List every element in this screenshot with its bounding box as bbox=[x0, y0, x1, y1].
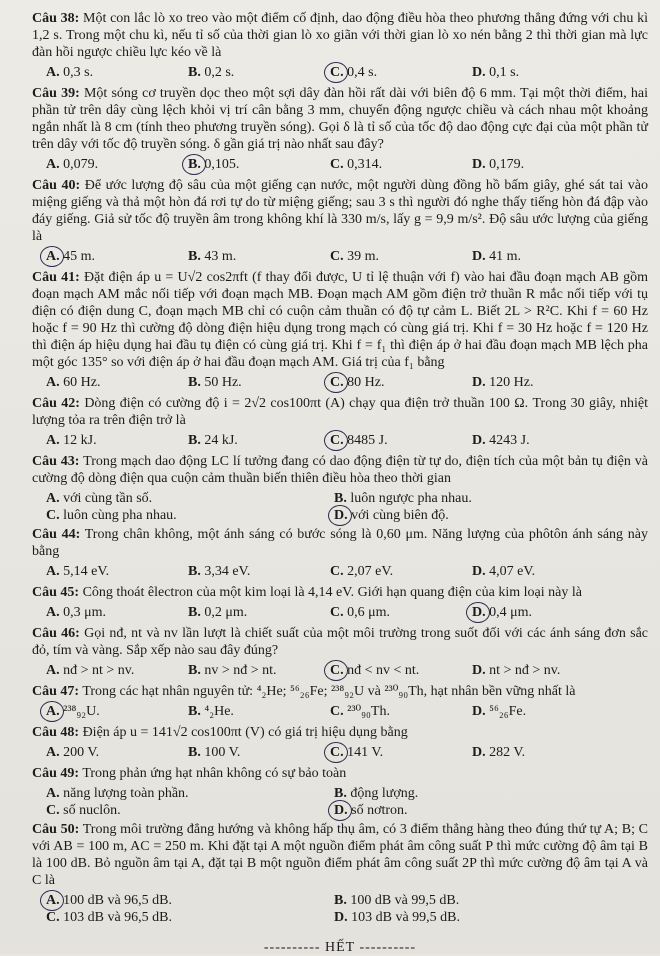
option-letter: D. bbox=[472, 564, 486, 579]
handwritten-circle-mark bbox=[40, 890, 64, 911]
option-text: 0,2 μm. bbox=[204, 605, 248, 620]
answer-option bbox=[334, 909, 622, 926]
answer-option bbox=[46, 662, 188, 679]
option-letter: B. bbox=[188, 704, 201, 719]
question-text: Để ước lượng độ sâu của một giếng cạn nước, một người dùng đồng hồ bấm giây, ghé sát tai vào miệng giếng và thả một hòn đá rơi tự do từ miệng giếng; sau 3 s thì người đó nghe thấy tiếng hòn đá đập vào đáy giếng. Giả sử tốc độ truyền âm trong không khí là 330 m/s, lấy g = 9,9 m/s². Độ sâu ước lượng của giếng là bbox=[32, 178, 649, 244]
option-letter: C. bbox=[330, 249, 344, 264]
option-letter: D. bbox=[472, 157, 486, 172]
option-text: 39 m. bbox=[347, 249, 380, 264]
option-letter: A. bbox=[46, 65, 60, 80]
answer-option bbox=[334, 892, 622, 909]
answer-option bbox=[472, 156, 614, 173]
answer-options bbox=[46, 744, 648, 761]
question-number: Câu 43: bbox=[32, 454, 80, 469]
question-number: Câu 49: bbox=[32, 766, 80, 781]
option-letter: C. bbox=[330, 564, 344, 579]
answer-option bbox=[46, 432, 188, 449]
option-letter: A. bbox=[46, 893, 60, 908]
option-letter: A. bbox=[46, 157, 60, 172]
option-letter: D. bbox=[334, 910, 348, 925]
option-text: với cùng tần số. bbox=[63, 491, 153, 506]
answer-option bbox=[330, 432, 472, 449]
answer-options bbox=[46, 563, 648, 580]
option-letter: D. bbox=[472, 249, 486, 264]
option-text: 3,34 eV. bbox=[204, 564, 251, 579]
option-letter: A. bbox=[46, 786, 60, 801]
option-text: luôn cùng pha nhau. bbox=[63, 508, 177, 523]
handwritten-circle-mark bbox=[182, 154, 206, 175]
option-letter: A. bbox=[46, 704, 60, 719]
answer-option bbox=[472, 64, 614, 81]
option-text: 50 Hz. bbox=[204, 375, 242, 390]
option-letter: A. bbox=[46, 663, 60, 678]
answer-options bbox=[46, 248, 648, 265]
answer-option bbox=[188, 374, 330, 391]
option-text: 0,314. bbox=[347, 157, 383, 172]
option-text: nv > nđ > nt. bbox=[204, 663, 277, 678]
option-text: 100 V. bbox=[204, 745, 241, 760]
option-letter: D. bbox=[472, 605, 486, 620]
answer-option bbox=[46, 785, 334, 802]
answer-option bbox=[188, 432, 330, 449]
handwritten-circle-mark bbox=[466, 602, 490, 623]
option-text: với cùng biên độ. bbox=[351, 508, 449, 523]
option-text: 41 m. bbox=[489, 249, 522, 264]
option-text: 0,105. bbox=[204, 157, 240, 172]
answer-option bbox=[334, 785, 622, 802]
question-stem bbox=[32, 724, 648, 741]
option-text: 0,1 s. bbox=[489, 65, 520, 80]
answer-option bbox=[472, 432, 614, 449]
answer-option bbox=[330, 248, 472, 265]
option-letter: C. bbox=[330, 704, 344, 719]
option-letter: D. bbox=[472, 65, 486, 80]
option-letter: B. bbox=[188, 249, 201, 264]
handwritten-circle-mark bbox=[324, 62, 348, 83]
answer-option bbox=[188, 64, 330, 81]
handwritten-circle-mark bbox=[324, 742, 348, 763]
end-marker: ---------- HẾT ---------- bbox=[263, 940, 417, 955]
option-letter: C. bbox=[330, 433, 344, 448]
option-letter: B. bbox=[188, 605, 201, 620]
option-letter: B. bbox=[334, 786, 347, 801]
answer-option bbox=[188, 744, 330, 761]
question-text: Trong môi trường đẳng hướng và không hấp thụ âm, có 3 điểm thẳng hàng theo đúng thứ tự A; B; C với AB = 100 m, AC = 250 m. Khi đặt tại A một nguồn điểm phát âm công suất P thì mức cường độ âm tại B là 100 dB. Bỏ nguồn âm tại A, đặt tại B một nguồn điểm phát âm công suất 2P thì mức cường độ âm tại A và C là bbox=[32, 822, 649, 888]
question-number: Câu 46: bbox=[32, 626, 80, 641]
answer-options bbox=[46, 490, 648, 524]
option-letter: C. bbox=[330, 157, 344, 172]
option-text: 0,2 s. bbox=[204, 65, 235, 80]
option-letter: A. bbox=[46, 375, 60, 390]
answer-options bbox=[46, 604, 648, 621]
answer-option bbox=[472, 703, 614, 720]
option-text: nt > nđ > nv. bbox=[489, 663, 561, 678]
answer-options bbox=[46, 64, 648, 81]
answer-option bbox=[334, 490, 622, 507]
option-text: nđ < nv < nt. bbox=[347, 663, 420, 678]
question-stem bbox=[32, 625, 648, 659]
option-letter: B. bbox=[188, 157, 201, 172]
option-letter: C. bbox=[330, 663, 344, 678]
answer-option bbox=[188, 248, 330, 265]
question-stem bbox=[32, 683, 648, 700]
answer-option bbox=[46, 802, 334, 819]
question-number: Câu 38: bbox=[32, 11, 80, 26]
answer-options bbox=[46, 703, 648, 720]
answer-option bbox=[46, 156, 188, 173]
option-text: 120 Hz. bbox=[489, 375, 534, 390]
question-number: Câu 50: bbox=[32, 822, 80, 837]
question-text: Một con lắc lò xo treo vào một điểm cố định, dao động điều hòa theo phương thẳng đứng với chu kì 1,2 s. Trong một chu kì, nếu tỉ số của thời gian lò xo giãn với thời gian lò xo nén bằng 2 thì thời gian mà lực đàn hồi ngược chiều lực kéo về là bbox=[32, 11, 649, 60]
option-text: ⁴₂He. bbox=[204, 704, 234, 719]
answer-option bbox=[330, 703, 472, 720]
option-letter: B. bbox=[188, 564, 201, 579]
answer-option bbox=[334, 507, 622, 524]
question-text: Trong mạch dao động LC lí tưởng đang có dao động điện từ tự do, điện tích của một bản tụ điện và cường độ dòng điện qua cuộn cảm thuần biến thiên điều hòa theo thời gian bbox=[32, 454, 649, 486]
answer-option bbox=[46, 892, 334, 909]
option-text: ²³⁰₉₀Th. bbox=[347, 704, 390, 719]
answer-options bbox=[46, 156, 648, 173]
option-letter: D. bbox=[472, 663, 486, 678]
option-letter: C. bbox=[330, 375, 344, 390]
question-number: Câu 44: bbox=[32, 527, 81, 542]
option-text: 100 dB và 99,5 dB. bbox=[350, 893, 460, 908]
option-letter: A. bbox=[46, 745, 60, 760]
question-list bbox=[32, 10, 648, 926]
answer-options bbox=[46, 785, 648, 819]
option-text: 0,4 s. bbox=[347, 65, 378, 80]
handwritten-circle-mark bbox=[324, 372, 348, 393]
handwritten-circle-mark bbox=[324, 660, 348, 681]
option-text: 103 dB và 99,5 dB. bbox=[351, 910, 461, 925]
answer-option bbox=[472, 662, 614, 679]
option-text: 100 dB và 96,5 dB. bbox=[63, 893, 173, 908]
question-stem bbox=[32, 395, 648, 429]
option-text: 8485 J. bbox=[347, 433, 388, 448]
option-letter: C. bbox=[330, 745, 344, 760]
answer-option bbox=[330, 156, 472, 173]
option-letter: B. bbox=[334, 893, 347, 908]
answer-option bbox=[46, 374, 188, 391]
question-stem bbox=[32, 584, 648, 601]
answer-option bbox=[188, 156, 330, 173]
option-letter: D. bbox=[472, 745, 486, 760]
handwritten-circle-mark bbox=[324, 430, 348, 451]
option-text: 0,6 μm. bbox=[347, 605, 391, 620]
answer-option bbox=[472, 604, 614, 621]
answer-option bbox=[46, 604, 188, 621]
question-text: Trong các hạt nhân nguyên tử: ⁴₂He; ⁵⁶₂₆Fe; ²³⁸₉₂U và ²³⁰₉₀Th, hạt nhân bền vững nhất là bbox=[82, 684, 576, 699]
question-text: Trong phản ứng hạt nhân không có sự bảo toàn bbox=[82, 766, 347, 781]
question-number: Câu 40: bbox=[32, 178, 81, 193]
option-letter: D. bbox=[472, 433, 486, 448]
option-text: 4243 J. bbox=[489, 433, 530, 448]
question-text: Điện áp u = 141√2 cos100πt (V) có giá trị hiệu dụng bằng bbox=[82, 725, 408, 740]
option-letter: A. bbox=[46, 564, 60, 579]
option-letter: D. bbox=[472, 375, 486, 390]
question-stem bbox=[32, 453, 648, 487]
option-text: 24 kJ. bbox=[204, 433, 238, 448]
answer-option bbox=[188, 703, 330, 720]
option-text: 2,07 eV. bbox=[347, 564, 394, 579]
answer-option bbox=[46, 744, 188, 761]
answer-options bbox=[46, 432, 648, 449]
option-text: 282 V. bbox=[489, 745, 526, 760]
question-text: Đặt điện áp u = U√2 cos2πft (f thay đổi được, U tỉ lệ thuận với f) vào hai đầu đoạn mạch AB gồm đoạn mạch AM mắc nối tiếp với đoạn mạch MB. Đoạn mạch AM gồm điện trở thuần R mắc nối tiếp với tụ điện có điện dung C, đoạn mạch MB chỉ có cuộn cảm thuần có độ tự cảm L. Biết 2L > R²C. Khi f = 60 Hz hoặc f = 90 Hz thì cường độ dòng điện hiệu dụng trong mạch có cùng giá trị. Khi f = 30 Hz hoặc f = 120 Hz thì điện áp hiệu dụng hai đầu tụ điện có cùng giá trị. Khi f = f₁ thì điện áp ở hai đầu đoạn mạch MB lệch pha một góc 135° so với điện áp ở hai đầu đoạn mạch AM. Giá trị của f₁ bằng bbox=[32, 270, 649, 370]
option-text: 103 dB và 96,5 dB. bbox=[63, 910, 173, 925]
answer-option bbox=[472, 563, 614, 580]
question-number: Câu 47: bbox=[32, 684, 80, 699]
question-stem bbox=[32, 765, 648, 782]
handwritten-circle-mark bbox=[328, 800, 352, 821]
option-letter: B. bbox=[188, 375, 201, 390]
option-text: 12 kJ. bbox=[63, 433, 97, 448]
question-text: Trong chân không, một ánh sáng có bước sóng là 0,60 μm. Năng lượng của phôtôn ánh sáng này bằng bbox=[32, 527, 648, 559]
answer-option bbox=[46, 64, 188, 81]
option-text: số nuclôn. bbox=[63, 803, 121, 818]
answer-option bbox=[472, 248, 614, 265]
question-number: Câu 41: bbox=[32, 270, 80, 285]
answer-options bbox=[46, 662, 648, 679]
option-text: ²³⁸₉₂U. bbox=[63, 704, 100, 719]
option-letter: D. bbox=[334, 508, 348, 523]
question-stem bbox=[32, 526, 648, 560]
option-letter: C. bbox=[330, 605, 344, 620]
answer-option bbox=[46, 248, 188, 265]
option-letter: C. bbox=[330, 65, 344, 80]
option-letter: A. bbox=[46, 605, 60, 620]
question-text: Dòng điện có cường độ i = 2√2 cos100πt (A) chạy qua điện trở thuần 100 Ω. Trong 30 giây, nhiệt lượng tỏa ra trên điện trở là bbox=[32, 396, 649, 428]
question-text: Gọi nđ, nt và nv lần lượt là chiết suất của một môi trường trong suốt đối với các ánh sáng đơn sắc đỏ, tím và vàng. Sắp xếp nào sau đây đúng? bbox=[32, 626, 648, 658]
handwritten-circle-mark bbox=[40, 701, 64, 722]
option-text: ⁵⁶₂₆Fe. bbox=[489, 704, 527, 719]
option-letter: D. bbox=[472, 704, 486, 719]
option-text: số nơtron. bbox=[351, 803, 408, 818]
answer-option bbox=[46, 909, 334, 926]
answer-option bbox=[472, 744, 614, 761]
option-text: luôn ngược pha nhau. bbox=[350, 491, 472, 506]
option-letter: A. bbox=[46, 433, 60, 448]
answer-option bbox=[46, 507, 334, 524]
option-letter: A. bbox=[46, 491, 60, 506]
answer-options bbox=[46, 374, 648, 391]
question-stem bbox=[32, 85, 648, 153]
option-text: 0,079. bbox=[63, 157, 99, 172]
answer-option bbox=[188, 563, 330, 580]
option-text: 60 Hz. bbox=[63, 375, 101, 390]
answer-option bbox=[330, 604, 472, 621]
option-letter: B. bbox=[334, 491, 347, 506]
option-text: năng lượng toàn phần. bbox=[63, 786, 189, 801]
answer-option bbox=[46, 703, 188, 720]
option-letter: C. bbox=[46, 910, 60, 925]
option-letter: C. bbox=[46, 508, 60, 523]
question-number: Câu 45: bbox=[32, 585, 80, 600]
option-text: 45 m. bbox=[63, 249, 96, 264]
answer-option bbox=[46, 490, 334, 507]
option-text: động lượng. bbox=[350, 786, 419, 801]
option-text: 0,3 μm. bbox=[63, 605, 107, 620]
option-text: 0,4 μm. bbox=[489, 605, 533, 620]
option-letter: C. bbox=[46, 803, 60, 818]
option-letter: B. bbox=[188, 745, 201, 760]
handwritten-circle-mark bbox=[328, 505, 352, 526]
option-text: 43 m. bbox=[204, 249, 237, 264]
option-text: 5,14 eV. bbox=[63, 564, 110, 579]
answer-option bbox=[46, 563, 188, 580]
option-text: nđ > nt > nv. bbox=[63, 663, 135, 678]
option-letter: B. bbox=[188, 663, 201, 678]
question-number: Câu 48: bbox=[32, 725, 80, 740]
option-text: 4,07 eV. bbox=[489, 564, 536, 579]
answer-option bbox=[188, 662, 330, 679]
handwritten-circle-mark bbox=[40, 246, 64, 267]
option-text: 80 Hz. bbox=[347, 375, 385, 390]
question-stem bbox=[32, 10, 648, 61]
option-text: 0,179. bbox=[489, 157, 525, 172]
question-stem bbox=[32, 821, 648, 889]
option-letter: B. bbox=[188, 433, 201, 448]
question-text: Công thoát êlectron của một kim loại là 4,14 eV. Giới hạn quang điện của kim loại này là bbox=[82, 585, 582, 600]
question-number: Câu 39: bbox=[32, 86, 80, 101]
option-letter: A. bbox=[46, 249, 60, 264]
answer-options bbox=[46, 892, 648, 926]
answer-option bbox=[330, 563, 472, 580]
question-number: Câu 42: bbox=[32, 396, 80, 411]
answer-option bbox=[330, 744, 472, 761]
answer-option bbox=[334, 802, 622, 819]
question-stem bbox=[32, 177, 648, 245]
answer-option bbox=[330, 662, 472, 679]
answer-option bbox=[472, 374, 614, 391]
option-text: 200 V. bbox=[63, 745, 100, 760]
answer-option bbox=[330, 64, 472, 81]
option-letter: B. bbox=[188, 65, 201, 80]
option-text: 141 V. bbox=[347, 745, 384, 760]
question-text: Một sóng cơ truyền dọc theo một sợi dây đàn hồi rất dài với biên độ 6 mm. Tại một thời điểm, hai phần tử trên dây cùng lệch khỏi vị trí cân bằng 3 mm, chuyển động ngược chiều và cách nhau một khoảng ngắn nhất là 8 cm (tính theo phương truyền sóng). Gọi δ là tỉ số của tốc độ dao động cực đại của một phần tử trên dây với tốc độ truyền sóng. δ gần giá trị nào nhất sau đây? bbox=[32, 86, 648, 152]
option-text: 0,3 s. bbox=[63, 65, 94, 80]
answer-option bbox=[330, 374, 472, 391]
option-letter: D. bbox=[334, 803, 348, 818]
question-stem bbox=[32, 269, 648, 371]
answer-option bbox=[188, 604, 330, 621]
